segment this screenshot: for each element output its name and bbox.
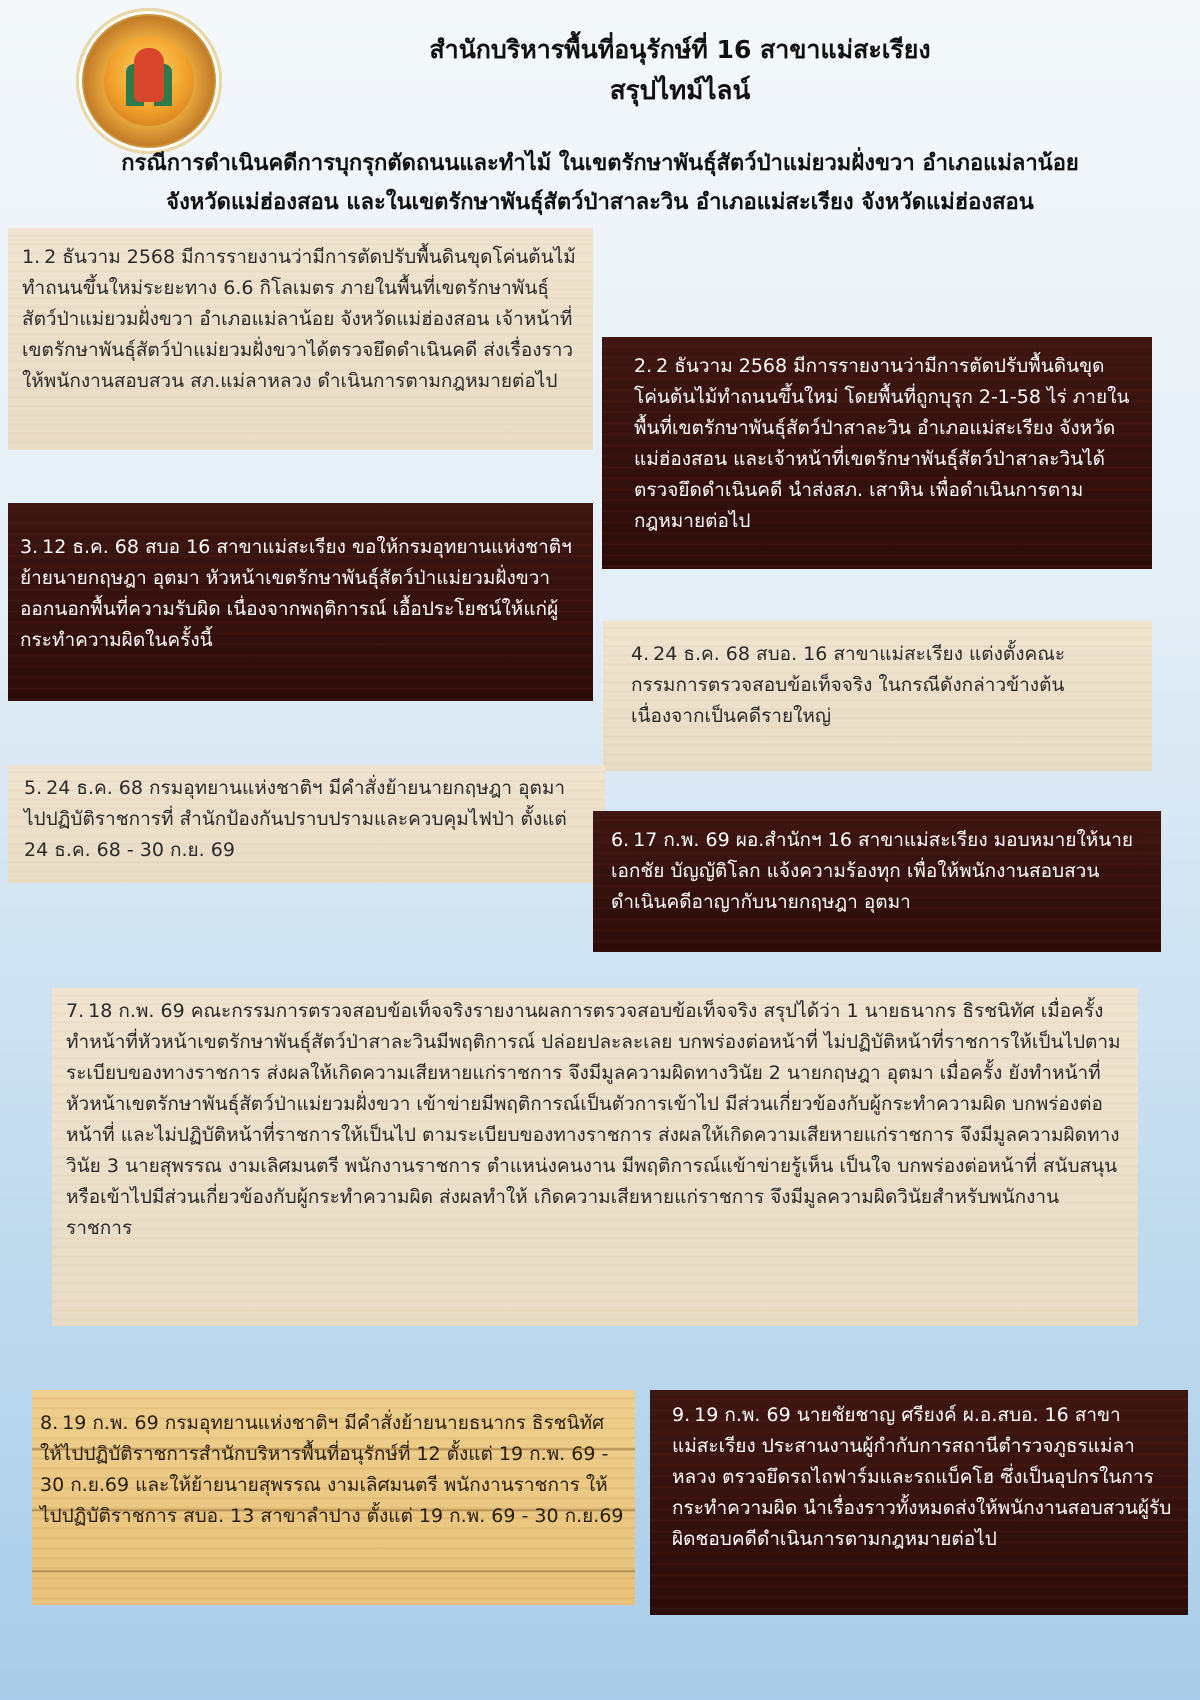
timeline-item-number: 6. xyxy=(611,829,630,851)
timeline-item-text: 2 ธันวาม 2568 มีการรายงานว่ามีการตัดปรับพื้นดินขุดโค่นต้นไม้ทำถนนขึ้นใหม่ โดยพื้นที่ถูกบุรุก 2-1-58 ไร่ ภายในพื้นที่เขตรักษาพันธุ์สัตว์ป่าสาละวิน อำเภอแม่สะเรียง จังหวัดแม่ฮ่องสอน และเจ้าหน้าที่เขตรักษาพันธุ์สัตว์ป่าสาละวินได้ตรวจยึดดำเนินคดี นำส่งสภ. เสาหิน เพื่อดำเนินการตามกฎหมายต่อไป xyxy=(634,355,1130,532)
timeline-item-text: 17 ก.พ. 69 ผอ.สำนักฯ 16 สาขาแม่สะเรียง มอบหมายให้นายเอกชัย บัญญัติโลก แจ้งความร้องทุก เพื่อให้พนักงานสอบสวนดำเนินคดีอาญากับนายกฤษฎา อุตมา xyxy=(611,829,1134,913)
timeline-item-number: 9. xyxy=(672,1404,691,1426)
timeline-item-number: 3. xyxy=(20,536,39,558)
department-seal-logo xyxy=(76,8,222,154)
timeline-item-5 xyxy=(8,765,605,883)
case-title-line-1: กรณีการดำเนินคดีการบุกรุกตัดถนนและทำไม้ ในเขตรักษาพันธุ์สัตว์ป่าแม่ยวมฝั่งขวา อำเภอแม่ลาน้อย xyxy=(121,151,1079,176)
timeline-item-3 xyxy=(8,503,593,701)
timeline-item-4 xyxy=(603,621,1152,771)
timeline-item-7 xyxy=(52,988,1138,1326)
timeline-item-8 xyxy=(32,1390,635,1605)
timeline-item-number: 7. xyxy=(66,1000,85,1022)
organization-title: สำนักบริหารพื้นที่อนุรักษ์ที่ 16 สาขาแม่สะเรียง xyxy=(429,35,931,64)
timeline-summary-title: สรุปไทม์ไลน์ xyxy=(609,76,751,106)
timeline-item-number: 8. xyxy=(40,1412,59,1434)
timeline-item-2 xyxy=(602,337,1152,569)
timeline-item-number: 4. xyxy=(631,643,650,665)
timeline-item-text: 2 ธันวาม 2568 มีการรายงานว่ามีการตัดปรับพื้นดินขุดโค่นต้นไม้ทำถนนขึ้นใหม่ระยะทาง 6.6 กิโลเมตร ภายในพื้นที่เขตรักษาพันธุ์สัตว์ป่าแม่ยวมฝั่งขวา อำเภอแม่ลาน้อย จังหวัดแม่ฮ่องสอน เจ้าหน้าที่เขตรักษาพันธุ์สัตว์ป่าแม่ยวมฝั่งขวาได้ตรวจยึดดำเนินคดี ส่งเรื่องราวให้พนักงานสอบสวน สภ.แม่ลาหลวง ดำเนินการตามกฎหมายต่อไป xyxy=(22,246,576,392)
timeline-item-text: 19 ก.พ. 69 นายชัยชาญ ศรียงค์ ผ.อ.สบอ. 16 สาขาแม่สะเรียง ประสานงานผู้กำกับการสถานีตำรวจภูธรแม่ลาหลวง ตรวจยึดรถไถฟาร์มและรถแบ็คโฮ ซึ่งเป็นอุปกรในการ กระทำความผิด นำเรื่องราวทั้งหมดส่งให้พนักงานสอบสวนผู้รับผิดชอบคดีดำเนินการตามกฎหมายต่อไป xyxy=(672,1404,1172,1550)
case-title-line-2: จังหวัดแม่ฮ่องสอน และในเขตรักษาพันธุ์สัตว์ป่าสาละวิน อำเภอแม่สะเรียง จังหวัดแม่ฮ่องสอน xyxy=(166,190,1034,215)
timeline-item-text: 24 ธ.ค. 68 สบอ. 16 สาขาแม่สะเรียง แต่งตั้งคณะกรรมการตรวจสอบข้อเท็จจริง ในกรณีดังกล่าวข้างต้น เนื่องจากเป็นคดีรายใหญ่ xyxy=(631,643,1066,727)
timeline-item-text: 12 ธ.ค. 68 สบอ 16 สาขาแม่สะเรียง ขอให้กรมอุทยานแห่งชาติฯ ย้ายนายกฤษฎา อุตมา หัวหน้าเขตรักษาพันธุ์สัตว์ป่าแม่ยวมฝั่งขวา ออกนอกพื้นที่ความรับผิด เนื่องจากพฤติการณ์ เอื้อประโยชน์ให้แก่ผู้กระทำความผิดในครั้งนี้ xyxy=(20,536,572,651)
timeline-item-1 xyxy=(8,228,593,450)
timeline-item-text: 19 ก.พ. 69 กรมอุทยานแห่งชาติฯ มีคำสั่งย้ายนายธนากร ธิรชนิทัศ ให้ไปปฏิบัติราชการสำนักบริหารพื้นที่อนุรักษ์ที่ 12 ตั้งแต่ 19 ก.พ. 69 - 30 ก.ย.69 และให้ย้ายนายสุพรรณ งามเลิศมนตรี พนักงานราชการ ให้ไปปฏิบัติราชการ สบอ. 13 สาขาลำปาง ตั้งแต่ 19 ก.พ. 69 - 30 ก.ย.69 xyxy=(40,1412,624,1527)
timeline-item-number: 2. xyxy=(634,355,653,377)
timeline-item-number: 5. xyxy=(24,777,43,799)
timeline-item-6 xyxy=(593,811,1161,952)
timeline-item-text: 24 ธ.ค. 68 กรมอุทยานแห่งชาติฯ มีคำสั่งย้ายนายกฤษฎา อุตมา ไปปฏิบัติราชการที่ สำนักป้องกันปราบปรามและควบคุมไฟป่า ตั้งแต่ 24 ธ.ค. 68 - 30 ก.ย. 69 xyxy=(24,777,567,861)
timeline-item-9 xyxy=(650,1390,1188,1615)
seal-deity-figure xyxy=(134,48,164,102)
timeline-item-number: 1. xyxy=(22,246,41,268)
timeline-item-text: 18 ก.พ. 69 คณะกรรมการตรวจสอบข้อเท็จจริงรายงานผลการตรวจสอบข้อเท็จจริง สรุปได้ว่า 1 นายธนากร ธิรชนิทัศ เมื่อครั้งทำหน้าที่หัวหน้าเขตรักษาพันธุ์สัตว์ป่าสาละวินมีพฤติการณ์ ปล่อยปละละเลย บกพร่องต่อหน้าที่ ไม่ปฏิบัติหน้าที่ราชการให้เป็นไปตามระเบียบของทางราชการ ส่งผลให้เกิดความเสียหายแก่ราชการ จึงมีมูลความผิดทางวินัย 2 นายกฤษฎา อุตมา เมื่อครั้ง ยังทำหน้าที่หัวหน้าเขตรักษาพันธุ์สัตว์ป่าแม่ยวมฝั่งขวา เข้าข่ายมีพฤติการณ์เป็นตัวการเข้าไป มีส่วนเกี่ยวข้องกับผู้กระทำความผิด บกพร่องต่อหน้าที่ และไม่ปฏิบัติหน้าที่ราชการให้เป็นไป ตามระเบียบของทางราชการ ส่งผลให้เกิดความเสียหายแก่ราชการ จึงมีมูลความผิดทางวินัย 3 นายสุพรรณ งามเลิศมนตรี พนักงานราชการ ตำแหน่งคนงาน มีพฤติการณ์แข้าข่ายรู้เห็น เป็นใจ บกพร่องต่อหน้าที่ สนับสนุนหรือเข้าไปมีส่วนเกี่ยวข้องกับผู้กระทำความผิด ส่งผลทำให้ เกิดความเสียหายแก่ราชการ จึงมีมูลความผิดวินัยสำหรับพนักงานราชการ xyxy=(66,1000,1121,1239)
